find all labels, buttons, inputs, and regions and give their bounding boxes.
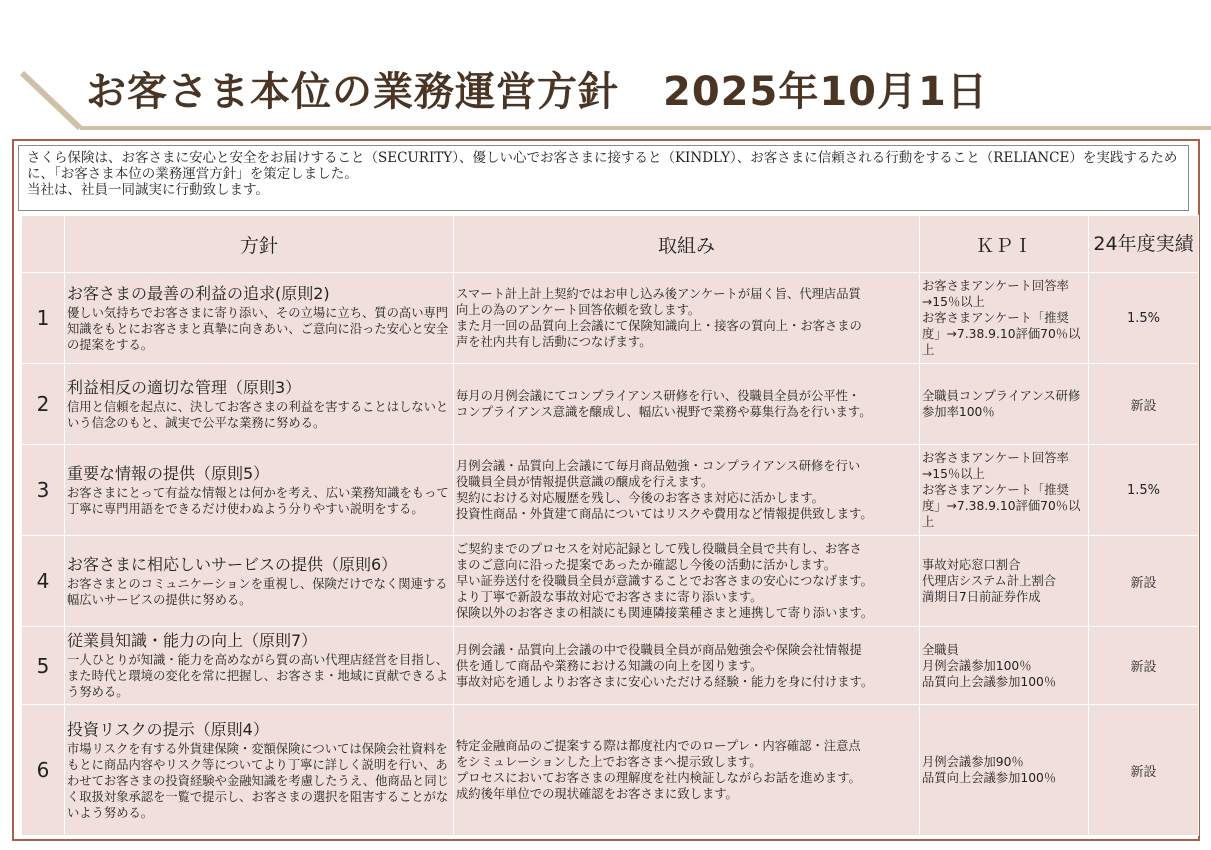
kpi-line: 事故対応窓口割合 bbox=[922, 558, 1021, 572]
policy-title: 重要な情報の提供（原則5） bbox=[67, 463, 270, 483]
row-number: 2 bbox=[22, 364, 65, 445]
policy-cell bbox=[65, 273, 454, 364]
action-cell bbox=[454, 705, 920, 836]
table-row bbox=[22, 705, 1199, 836]
table-row bbox=[22, 364, 1199, 445]
result-cell: 新設 bbox=[1089, 627, 1199, 705]
table-row bbox=[22, 627, 1199, 705]
row-number: 6 bbox=[22, 705, 65, 836]
result-cell: 1.5% bbox=[1089, 445, 1199, 536]
action-line: 役職員全員が情報提供意識の醸成を行えます。 bbox=[456, 475, 714, 489]
policy-description: お客さまとのコミュニケーションを重視し、保険だけでなく関連する幅広いサービスの提供に努める。 bbox=[67, 576, 448, 607]
header-num bbox=[22, 216, 65, 273]
kpi-cell bbox=[920, 705, 1089, 836]
kpi-line: 月例会議参加100％ bbox=[922, 658, 1032, 673]
policy-title: お客さまに相応しいサービスの提供（原則6） bbox=[67, 554, 398, 574]
action-line: 向上の為のアンケート回答依頼を致します。 bbox=[456, 303, 701, 317]
action-cell bbox=[454, 273, 920, 364]
policy-description: お客さまにとって有益な情報とは何かを考え、広い業務知識をもって丁寧に専門用語をできるだけ使わぬよう分りやすい説明をする。 bbox=[67, 485, 449, 516]
policy-cell bbox=[65, 627, 454, 705]
kpi-cell bbox=[920, 445, 1089, 536]
action-line: をシミュレーションした上でお客さまへ提示致します。 bbox=[456, 755, 762, 769]
policy-cell bbox=[65, 705, 454, 836]
kpi-cell bbox=[920, 627, 1089, 705]
kpi-line: 全職員コンプライアンス研修参加率100％ bbox=[922, 389, 1081, 419]
action-cell bbox=[454, 445, 920, 536]
action-line: また月一回の品質向上会議にて保険知識向上・接客の質向上・お客さまの bbox=[456, 319, 862, 333]
page-header bbox=[0, 0, 1211, 135]
intro-box bbox=[18, 145, 1189, 211]
action-line: まのご意向に沿った提案であったか確認し今後の活動に活かします。 bbox=[456, 558, 837, 572]
kpi-line: →15％以上 bbox=[922, 295, 985, 309]
policy-cell bbox=[65, 364, 454, 445]
kpi-line: →15％以上 bbox=[922, 467, 985, 481]
policy-description: 市場リスクを有する外貨建保険・変額保険については保険会社資料をもとに商品内容やリスク等についてより丁寧に詳しく説明を行い、あわせてお客さまの投資経験や金融知識を考慮したうえ、他商品と同じく取扱対象承認を一覧で提示し、お客さまの選択を阻害することがないよう努める。 bbox=[67, 741, 449, 820]
table-row bbox=[22, 536, 1199, 627]
policy-table bbox=[21, 215, 1199, 836]
kpi-line: お客さまアンケート回答率 bbox=[922, 279, 1069, 293]
row-number: 3 bbox=[22, 445, 65, 536]
action-line: 契約における対応履歴を残し、今後のお客さま対応に活かします。 bbox=[456, 491, 824, 505]
action-line: 早い証券送付を役職員全員が意識することでお客さまの安心につなげます。 bbox=[456, 574, 873, 588]
policy-cell bbox=[65, 536, 454, 627]
policy-title: お客さまの最善の利益の追求(原則2) bbox=[67, 283, 330, 303]
policy-title: 従業員知識・能力の向上（原則7） bbox=[67, 631, 318, 650]
row-number: 5 bbox=[22, 627, 65, 705]
kpi-cell bbox=[920, 364, 1089, 445]
action-line: より丁寧で新設な事故対応でお客さまに寄り添います。 bbox=[456, 590, 763, 604]
header-action: 取組み bbox=[454, 216, 920, 273]
policy-title: 利益相反の適切な管理（原則3） bbox=[67, 377, 302, 397]
kpi-cell bbox=[920, 536, 1089, 627]
table-row bbox=[22, 273, 1199, 364]
result-cell: 新設 bbox=[1089, 536, 1199, 627]
title-date: 2025年10月1日 bbox=[663, 69, 988, 115]
header-policy: 方針 bbox=[65, 216, 454, 273]
kpi-line: お客さまアンケート「推奨度」→7.38.9.10評価70％以上 bbox=[922, 483, 1081, 529]
kpi-line: 代理店システム計上割合 bbox=[922, 574, 1057, 588]
kpi-line: 品質向上会議参加100％ bbox=[922, 771, 1057, 785]
kpi-line: お客さまアンケート「推奨度」→7.38.9.10評価70％以上 bbox=[922, 311, 1081, 357]
action-line: プロセスにおいてお客さまの理解度を社内検証しながらお話を進めます。 bbox=[456, 771, 861, 785]
action-cell bbox=[454, 364, 920, 445]
action-line: 供を通して商品や業務における知識の向上を図ります。 bbox=[456, 658, 763, 673]
policy-description: 優しい気持ちでお客さまに寄り添い、その立場に立ち、質の高い専門知識をもとにお客さまと真摯に向きあい、ご意向に沿った安心と安全の提案をする。 bbox=[67, 305, 449, 352]
action-line: 保険以外のお客さまの相談にも関連隣接業種さまと連携して寄り添います。 bbox=[456, 606, 874, 620]
policy-description: 信用と信頼を起点に、決してお客さまの利益を害することはしないという信念のもと、誠実で公平な業務に努める。 bbox=[67, 399, 449, 430]
result-cell: 新設 bbox=[1089, 364, 1199, 445]
policy-cell bbox=[65, 445, 454, 536]
result-cell: 1.5% bbox=[1089, 273, 1199, 364]
result-cell: 新設 bbox=[1089, 705, 1199, 836]
kpi-line: お客さまアンケート回答率 bbox=[922, 451, 1069, 465]
kpi-line: 月例会議参加90％ bbox=[922, 755, 1024, 769]
kpi-line: 満期日7日前証券作成 bbox=[922, 590, 1041, 604]
action-line: コンプライアンス意識を醸成し、幅広い視野で業務や募集行為を行います。 bbox=[456, 405, 872, 419]
header-result: 24年度実績 bbox=[1089, 216, 1199, 273]
row-number: 4 bbox=[22, 536, 65, 627]
action-line: 毎月の月例会議にてコンプライアンス研修を行い、役職員全員が公平性・ bbox=[456, 389, 861, 403]
action-line: スマート計上計上契約ではお申し込み後アンケートが届く旨、代理店品質 bbox=[456, 287, 861, 301]
action-line: 成約後年単位での現状確認をお客さまに致します。 bbox=[456, 787, 738, 801]
diagonal-accent bbox=[22, 73, 80, 128]
action-line: 投資性商品・外貨建て商品についてはリスクや費用など情報提供致します。 bbox=[456, 507, 873, 521]
policy-description: 一人ひとりが知識・能力を高めながら質の高い代理店経営を目指し、また時代と環境の変化を常に把握し、お客さま・地域に貢献できるよう努める。 bbox=[67, 653, 449, 699]
action-line: 月例会議・品質向上会議にて毎月商品勉強・コンプライアンス研修を行い bbox=[456, 459, 861, 473]
action-line: 事故対応を通しよりお客さまに安心いただける経験・能力を身に付けます。 bbox=[456, 674, 874, 689]
action-cell bbox=[454, 536, 920, 627]
action-line: 月例会議・品質向上会議の中で役職員全員が商品勉強会や保険会社情報提 bbox=[456, 642, 862, 657]
header-kpi: ＫＰＩ bbox=[920, 216, 1089, 273]
kpi-line: 全職員 bbox=[922, 642, 959, 657]
kpi-cell bbox=[920, 273, 1089, 364]
action-cell bbox=[454, 627, 920, 705]
row-number: 1 bbox=[22, 273, 65, 364]
action-line: ご契約までのプロセスを対応記録として残し役職員全員で共有し、お客さ bbox=[456, 542, 862, 556]
policy-title: 投資リスクの提示（原則4） bbox=[67, 719, 269, 739]
page-title bbox=[86, 60, 988, 117]
intro-line-1: さくら保険は、お客さまに安心と安全をお届けすること（SECURITY）、優しい心でお客さまに接すると（KINDLY）、お客さまに信頼される行動をすること（RELIANCE）を実践するために、「お客さま本位の業務運営方針」を策定しました。 bbox=[27, 150, 1178, 182]
title-text: お客さま本位の業務運営方針 bbox=[86, 69, 619, 115]
action-line: 声を社内共有し活動につなげます。 bbox=[456, 335, 652, 349]
kpi-line: 品質向上会議参加100％ bbox=[922, 674, 1057, 689]
table-header-row bbox=[22, 216, 1199, 273]
intro-line-2: 当社は、社員一同誠実に行動致します。 bbox=[27, 182, 269, 198]
table-row bbox=[22, 445, 1199, 536]
action-line: 特定金融商品のご提案する際は都度社内でのロープレ・内容確認・注意点 bbox=[456, 739, 861, 753]
